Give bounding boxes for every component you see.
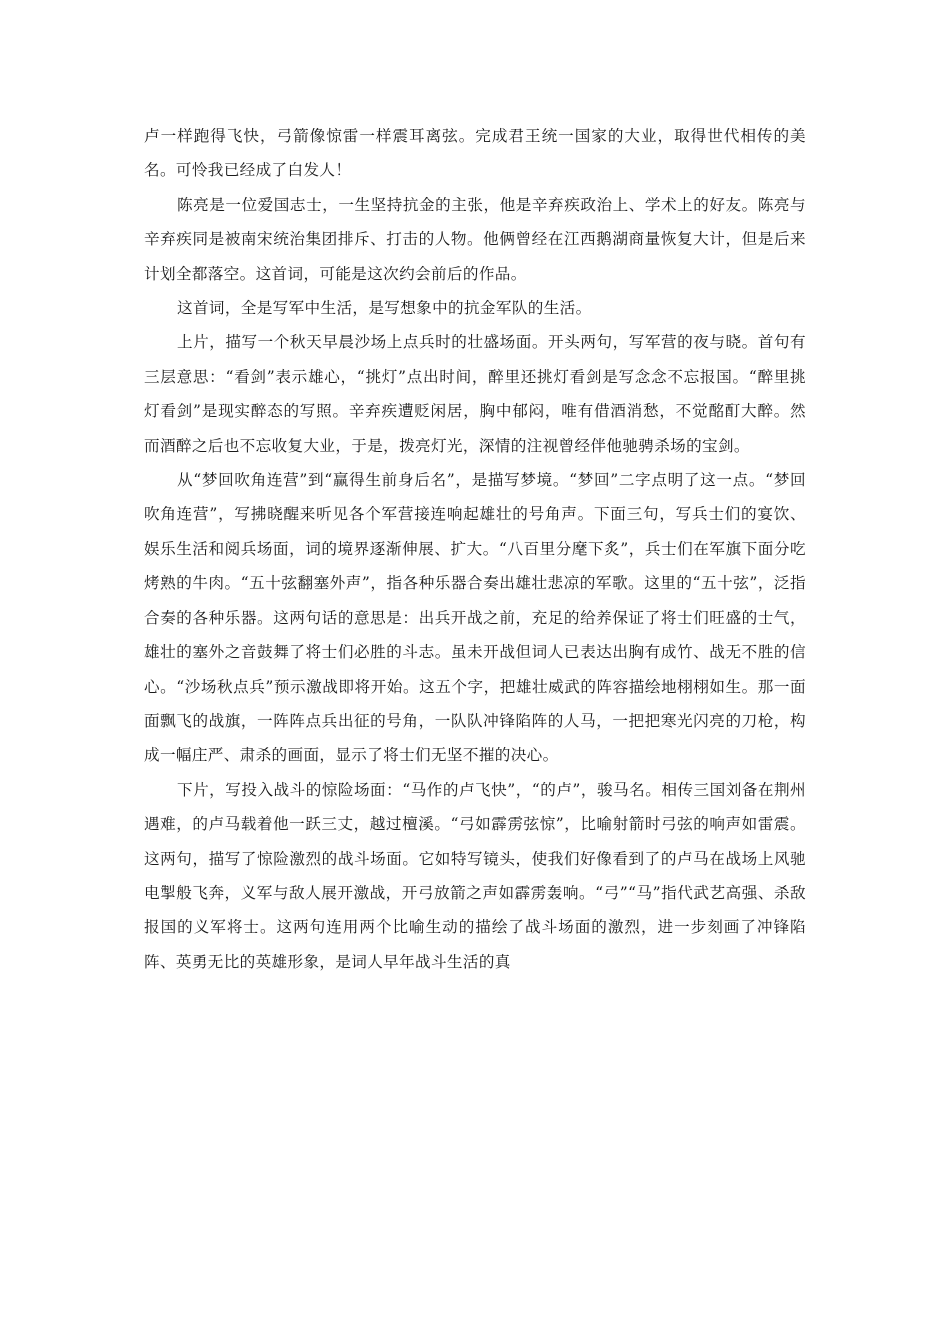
paragraph-chen-liang-background: 陈亮是一位爱国志士，一生坚持抗金的主张，他是辛弃疾政治上、学术上的好友。陈亮与辛弃疾同是被南宋统治集团排斥、打击的人物。他俩曾经在江西鹅湖商量恢复大计，但是后来计划全都落空。这首词，可能是这次约会前后的作品。 — [144, 195, 806, 283]
paragraph-theme-summary: 这首词，全是写军中生活，是写想象中的抗金军队的生活。 — [177, 299, 592, 318]
paragraph-dream-scene-analysis: 从“梦回吹角连营”到“赢得生前身后名”，是描写梦境。“梦回”二字点明了这一点。“梦回吹角连营”，写拂晓醒来听见各个军营接连响起雄壮的号角声。下面三句，写兵士们的宴饮、娱乐生活和阅兵场面，词的境界逐渐伸展、扩大。“八百里分麾下炙”，兵士们在军旗下面分吃烤熟的牛肉。“五十弦翻塞外声”，指各种乐器合奏出雄壮悲凉的军歌。这里的“五十弦”，泛指合奏的各种乐器。这两句话的意思是：出兵开战之前，充足的给养保证了将士们旺盛的士气，雄壮的塞外之音鼓舞了将士们必胜的斗志。虽未开战但词人已表达出胸有成竹、战无不胜的信心。“沙场秋点兵”预示激战即将开始。这五个字，把雄壮威武的阵容描绘地栩栩如生。那一面面飘飞的战旗，一阵阵点兵出征的号角，一队队冲锋陷阵的人马，一把把寒光闪亮的刀枪，构成一幅庄严、肃杀的画面，显示了将士们无坚不摧的决心。 — [144, 471, 806, 765]
paragraph-first-stanza-analysis: 上片，描写一个秋天早晨沙场上点兵时的壮盛场面。开头两句，写军营的夜与晓。首句有三层意思：“看剑”表示雄心，“挑灯”点出时间，醉里还挑灯看剑是写念念不忘报国。“醉里挑灯看剑”是现实醉态的写照。辛弃疾遭贬闲居，胸中郁闷，唯有借酒消愁，不觉酩酊大醉。然而酒醉之后也不忘收复大业，于是，拨亮灯光，深情的注视曾经伴他驰骋杀场的宝剑。 — [144, 333, 806, 455]
paragraph-second-stanza-analysis: 下片，写投入战斗的惊险场面：“马作的卢飞快”，“的卢”，骏马名。相传三国刘备在荆州遇难，的卢马载着他一跃三丈，越过檀溪。“弓如霹雳弦惊”，比喻射箭时弓弦的响声如雷震。这两句，描写了惊险激烈的战斗场面。它如特写镜头，使我们好像看到了的卢马在战场上风驰电掣般飞奔，义军与敌人展开激战，开弓放箭之声如霹雳轰响。“弓”“马”指代武艺高强、杀敌报国的义军将士。这两句连用两个比喻生动的描绘了战斗场面的激烈，进一步刻画了冲锋陷阵、英勇无比的英雄形象，是词人早年战斗生活的真 — [144, 780, 806, 971]
paragraph-translation-end: 卢一样跑得飞快，弓箭像惊雷一样震耳离弦。完成君王统一国家的大业，取得世代相传的美名。可怜我已经成了白发人！ — [144, 127, 806, 180]
document-body — [144, 119, 806, 979]
